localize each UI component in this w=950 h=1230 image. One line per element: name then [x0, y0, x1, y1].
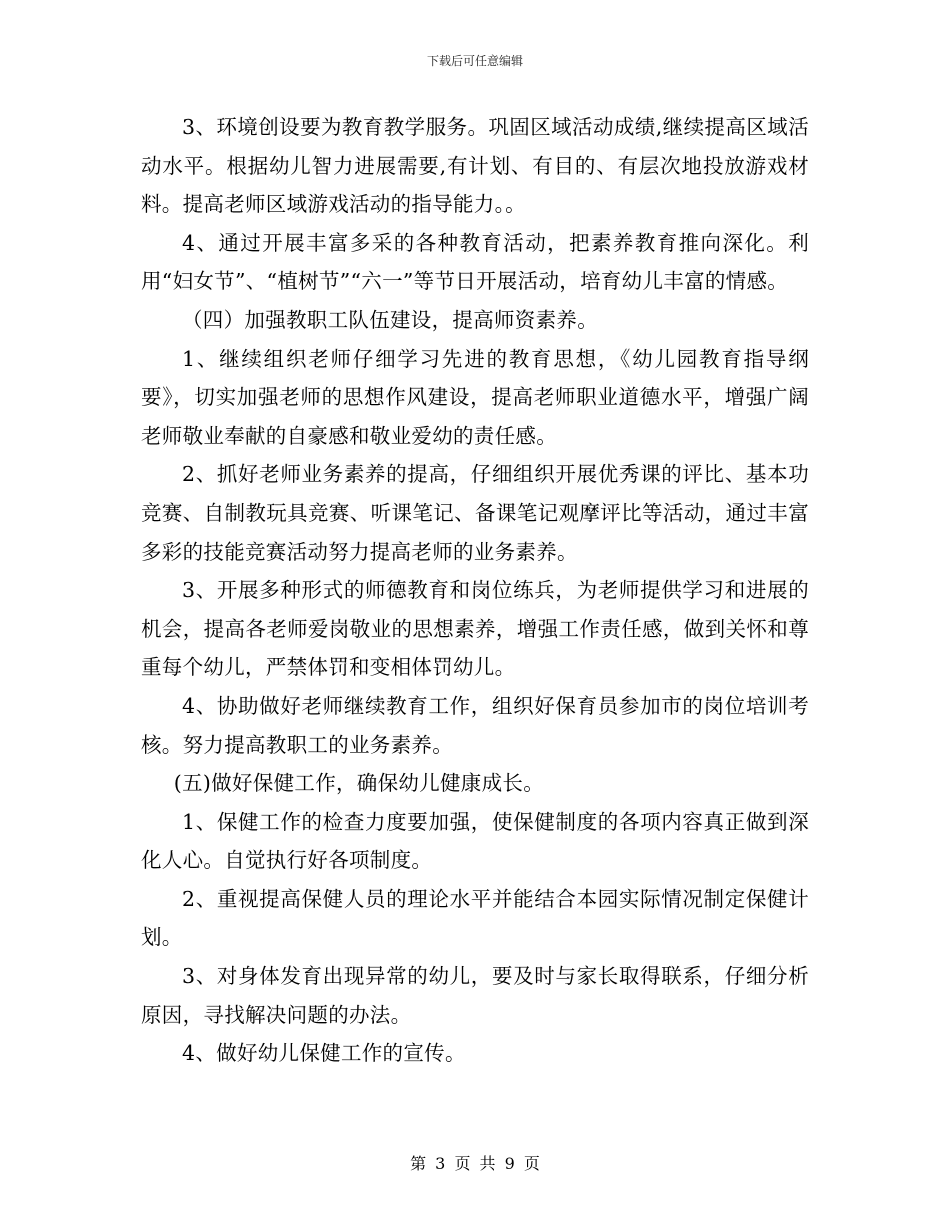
- paragraph-health-1: 1、保健工作的检查力度要加强，使保健制度的各项内容真正做到深化人心。自觉执行好各项制度。: [141, 809, 809, 873]
- paragraph-activities-4: 4、通过开展丰富多采的各种教育活动，把素养教育推向深化。利用“妇女节”、“植树节”“六一”等节日开展活动，培育幼儿丰富的情感。: [141, 230, 809, 294]
- paragraph-staff-3: 3、开展多种形式的师德教育和岗位练兵，为老师提供学习和进展的机会，提高各老师爱岗敬业的思想素养，增强工作责任感，做到关怀和尊重每个幼儿，严禁体罚和变相体罚幼儿。: [141, 578, 809, 680]
- paragraph-staff-2: 2、抓好老师业务素养的提高，仔细组织开展优秀课的评比、基本功竞赛、自制教玩具竞赛、听课笔记、备课笔记观摩评比等活动，通过丰富多彩的技能竞赛活动努力提高老师的业务素养。: [141, 462, 809, 564]
- paragraph-env-3: 3、环境创设要为教育教学服务。巩固区域活动成绩,继续提高区域活动水平。根据幼儿智力进展需要,有计划、有目的、有层次地投放游戏材料。提高老师区域游戏活动的指导能力。。: [141, 115, 809, 217]
- page-header: 下载后可任意编辑: [426, 54, 523, 68]
- section-heading-4: （四）加强教职工队伍建设，提高师资素养。: [182, 307, 598, 332]
- paragraph-health-4: 4、做好幼儿保健工作的宣传。: [182, 1041, 466, 1066]
- paragraph-staff-4: 4、协助做好老师继续教育工作，组织好保育员参加市的岗位培训考核。努力提高教职工的业务素养。: [141, 693, 809, 757]
- paragraph-health-2: 2、重视提高保健人员的理论水平并能结合本园实际情况制定保健计划。: [141, 886, 809, 950]
- document-body: [141, 108, 809, 1073]
- section-heading-5: (五)做好保健工作，确保幼儿健康成长。: [173, 771, 544, 796]
- paragraph-health-3: 3、对身体发育出现异常的幼儿，要及时与家长取得联系，仔细分析原因，寻找解决问题的办法。: [141, 964, 809, 1027]
- paragraph-staff-1: 1、继续组织老师仔细学习先进的教育思想，《幼儿园教育指导纲要》，切实加强老师的思想作风建设，提高老师职业道德水平，增强广阔老师敬业奉献的自豪感和敬业爱幼的责任感。: [141, 346, 809, 448]
- page-number-footer: 第 3 页 共 9 页: [410, 1154, 540, 1173]
